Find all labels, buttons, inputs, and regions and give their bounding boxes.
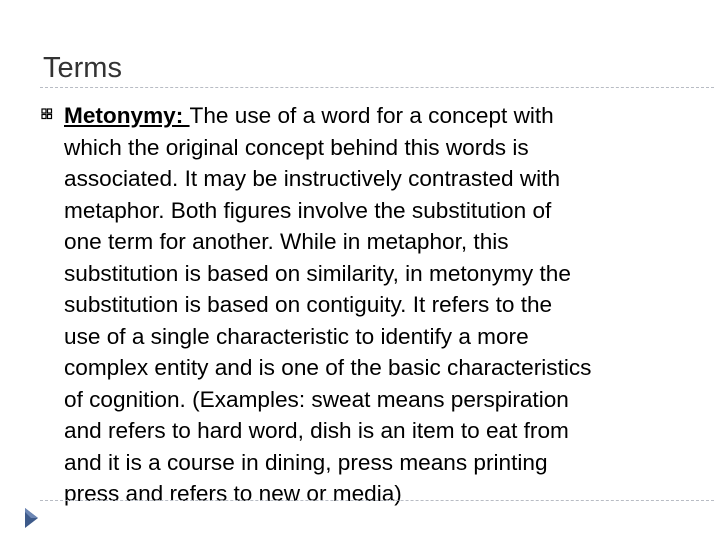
slide-title: Terms xyxy=(43,52,122,84)
bullet-line: metaphor. Both figures involve the substitution of xyxy=(64,197,552,223)
bullet-line: and refers to hard word, dish is an item to eat from xyxy=(64,418,569,443)
bullet-line: one term for another. While in metaphor, this xyxy=(64,229,509,254)
bullet-text xyxy=(64,100,679,510)
bullet-line: associated. It may be instructively contrasted with xyxy=(64,166,561,191)
bullet-line: use of a single characteristic to identify a more xyxy=(64,323,529,349)
square-bullet-icon xyxy=(41,106,57,122)
bullet-line: of cognition. (Examples: sweat means perspiration xyxy=(64,386,569,412)
bullet-line: and it is a course in dining, press means printing xyxy=(64,449,548,475)
term-label: Metonymy: xyxy=(64,103,190,128)
bullet-line: press and refers to new or media) xyxy=(64,481,402,506)
bullet-line: substitution is based on contiguity. It refers to the xyxy=(64,292,553,317)
title-divider xyxy=(40,87,714,88)
bullet-line: complex entity and is one of the basic characteristics xyxy=(64,355,592,380)
triangle-next-icon[interactable] xyxy=(22,506,40,530)
bullet-line-1-text: The use of a word for a concept with xyxy=(189,103,554,128)
bullet-line-1 xyxy=(64,100,679,132)
bullet-line: which the original concept behind this words is xyxy=(64,134,529,160)
footer-divider xyxy=(40,500,714,501)
bullet-line: substitution is based on similarity, in metonymy the xyxy=(64,260,571,286)
